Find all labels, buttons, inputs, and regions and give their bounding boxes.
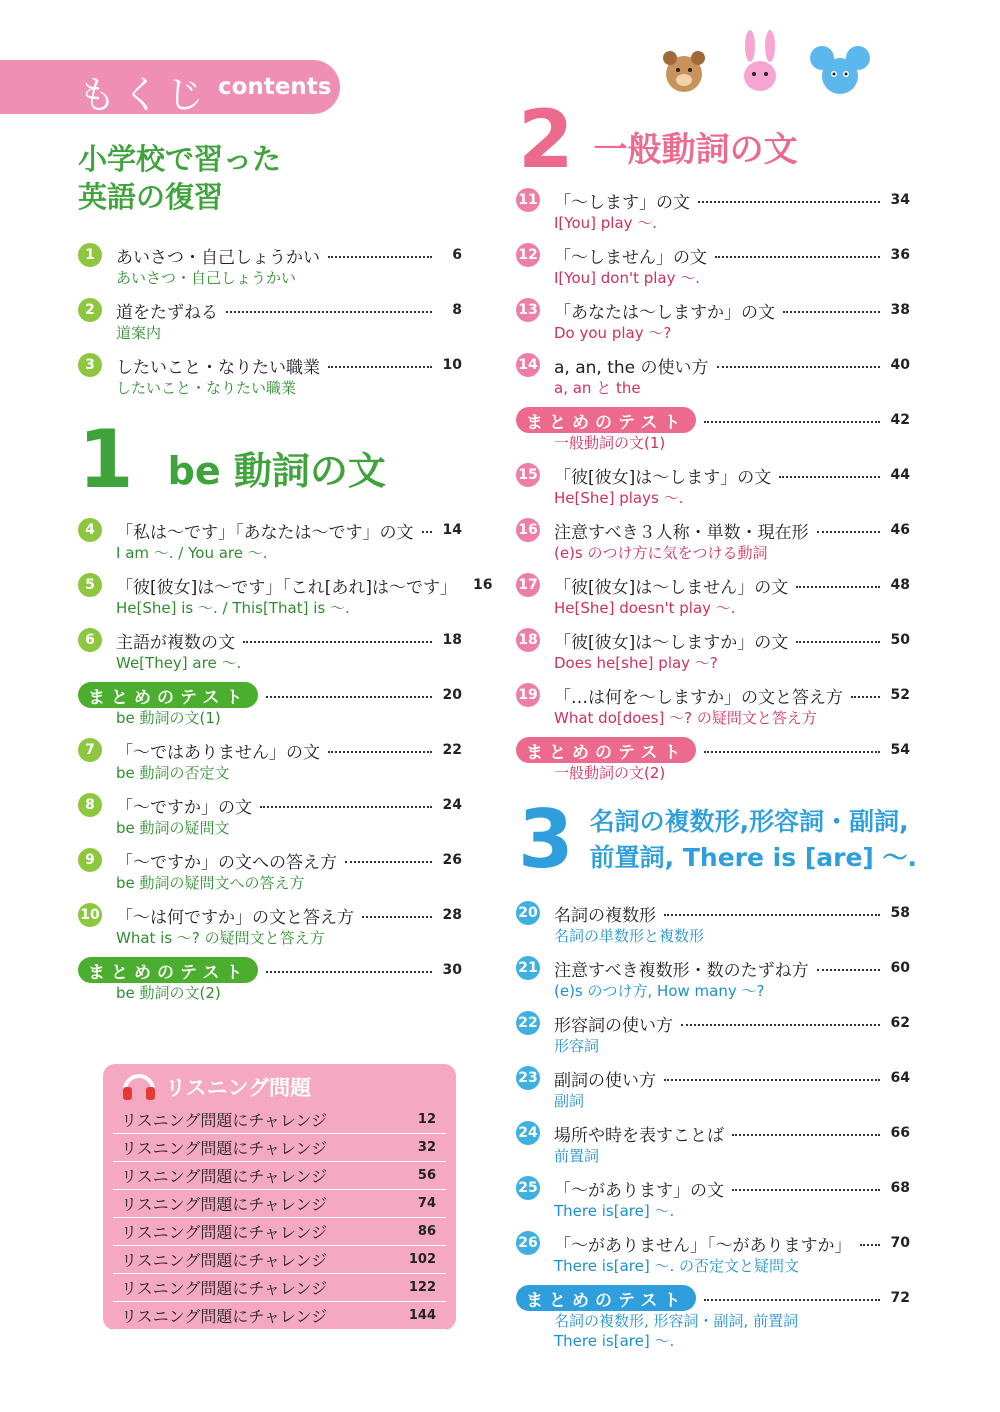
leader-dots	[345, 861, 432, 863]
entry-subtitle: I[You] don't play ～.	[554, 269, 701, 287]
entry-subtitle: He[She] plays ～.	[554, 489, 684, 507]
entry-title: 「～ですか」の文への答え方	[116, 852, 337, 873]
entry-page-number: 64	[890, 1070, 910, 1086]
entry-number-badge: 6	[78, 628, 102, 652]
entry-subtitle: be 動詞の疑問文への答え方	[116, 874, 305, 892]
leader-dots	[817, 969, 880, 971]
entry-subtitle: There is[are] ～. の否定文と疑問文	[554, 1257, 799, 1275]
entry-page-number: 46	[890, 522, 910, 538]
toc-entry[interactable]	[78, 352, 462, 398]
entry-subtitle: He[She] doesn't play ～.	[554, 599, 736, 617]
entry-title: 「～しません」の文	[554, 247, 707, 268]
toc-entry[interactable]	[516, 242, 910, 288]
leader-dots	[664, 1079, 880, 1081]
listening-list	[113, 1106, 446, 1330]
listening-row[interactable]	[113, 1218, 446, 1246]
entry-number-badge: 19	[516, 683, 540, 707]
entry-subtitle: (e)s のつけ方に気をつける動詞	[554, 544, 768, 562]
leader-dots	[243, 641, 432, 643]
entry-page-number: 22	[442, 742, 462, 758]
entry-page-number: 72	[890, 1290, 910, 1306]
entry-title: 形容詞の使い方	[554, 1015, 673, 1036]
entry-title: あいさつ・自己しょうかい	[116, 247, 320, 268]
entry-page-number: 14	[442, 522, 462, 538]
entry-title: 「あなたは～しますか」の文	[554, 302, 775, 323]
summary-test-entry[interactable]	[78, 682, 462, 728]
summary-test-entry[interactable]	[516, 737, 910, 783]
summary-test-label: まとめのテスト	[78, 957, 258, 983]
entry-number-badge: 14	[516, 353, 540, 377]
entry-page-number: 8	[452, 302, 462, 318]
entry-page-number: 36	[890, 247, 910, 263]
toc-entry[interactable]	[516, 1175, 910, 1221]
leader-dots	[226, 311, 432, 313]
section2-title: 一般動詞の文	[593, 129, 798, 170]
entry-title: 「～します」の文	[554, 192, 690, 213]
entry-page-number: 54	[890, 742, 910, 758]
entry-subtitle: (e)s のつけ方, How many ～?	[554, 982, 765, 1000]
section3-number: 3	[518, 793, 574, 886]
listening-row-label: リスニング問題にチャレンジ	[121, 1167, 328, 1186]
entry-title: 「彼[彼女]は～しません」の文	[554, 577, 789, 598]
entry-number-badge: 16	[516, 518, 540, 542]
entry-subtitle: 前置詞	[554, 1147, 600, 1165]
entry-number-badge: 10	[78, 903, 102, 927]
entry-number-badge: 21	[516, 956, 540, 980]
summary-test-label: まとめのテスト	[516, 407, 696, 433]
leader-dots	[681, 1024, 880, 1026]
entry-subtitle: あいさつ・自己しょうかい	[116, 269, 297, 287]
toc-entry[interactable]	[78, 627, 462, 673]
entry-page-number: 16	[473, 577, 493, 593]
entry-subtitle: 道案内	[116, 324, 162, 342]
leader-dots	[260, 806, 432, 808]
entry-page-number: 68	[890, 1180, 910, 1196]
entry-title: 名詞の複数形	[554, 905, 656, 926]
section1-number: 1	[78, 413, 134, 506]
leader-dots	[732, 1134, 880, 1136]
entry-subtitle: 一般動詞の文(1)	[554, 434, 666, 452]
leader-dots	[328, 751, 432, 753]
entry-page-number: 38	[890, 302, 910, 318]
entry-title: 道をたずねる	[116, 302, 218, 323]
leader-dots	[779, 476, 880, 478]
entry-number-badge: 7	[78, 738, 102, 762]
headphones-icon	[121, 1070, 157, 1102]
entry-page-number: 10	[442, 357, 462, 373]
entry-title: 場所や時を表すことば	[554, 1125, 724, 1146]
entry-page-number: 42	[890, 412, 910, 428]
toc-entry[interactable]	[78, 737, 462, 783]
section3-title: 名詞の複数形,形容詞・副詞, 前置詞, There is [are] ～.	[589, 807, 918, 872]
summary-test-entry[interactable]	[78, 957, 462, 1003]
entry-number-badge: 9	[78, 848, 102, 872]
listening-row-label: リスニング問題にチャレンジ	[121, 1251, 328, 1270]
leader-dots	[860, 1244, 881, 1246]
entry-page-number: 6	[452, 247, 462, 263]
entry-page-number: 50	[890, 632, 910, 648]
entry-subtitle: be 動詞の文(1)	[116, 709, 221, 727]
entry-number-badge: 8	[78, 793, 102, 817]
listening-row-page: 12	[417, 1112, 436, 1127]
section1-title: be 動詞の文	[167, 448, 386, 493]
entry-subtitle: be 動詞の否定文	[116, 764, 230, 782]
leader-dots	[422, 531, 433, 533]
listening-row-label: リスニング問題にチャレンジ	[121, 1111, 328, 1130]
entry-subtitle-2: There is[are] ～.	[554, 1332, 675, 1350]
entry-subtitle: I[You] play ～.	[554, 214, 658, 232]
listening-row-page: 86	[417, 1224, 436, 1239]
listening-row-page: 144	[408, 1308, 436, 1323]
entry-page-number: 24	[442, 797, 462, 813]
section0-title: 小学校で習った 英語の復習	[78, 142, 282, 214]
entry-number-badge: 5	[78, 573, 102, 597]
entry-number-badge: 22	[516, 1011, 540, 1035]
entry-number-badge: 11	[516, 188, 540, 212]
toc-entry[interactable]	[78, 792, 462, 838]
leader-dots	[732, 1189, 880, 1191]
section2-number: 2	[518, 93, 574, 186]
summary-test-label: まとめのテスト	[516, 1285, 696, 1311]
toc-entry[interactable]	[78, 847, 462, 893]
listening-row-page: 102	[408, 1252, 436, 1267]
listening-row[interactable]	[113, 1190, 446, 1218]
mascot-characters-image	[660, 30, 880, 110]
listening-row-label: リスニング問題にチャレンジ	[121, 1195, 328, 1214]
entry-number-badge: 13	[516, 298, 540, 322]
entry-title: 副詞の使い方	[554, 1070, 656, 1091]
leader-dots	[362, 916, 432, 918]
entry-number-badge: 15	[516, 463, 540, 487]
entry-number-badge: 26	[516, 1231, 540, 1255]
entry-title: 「～は何ですか」の文と答え方	[116, 907, 354, 928]
entry-title: 注意すべき３人称・単数・現在形	[554, 522, 809, 543]
toc-entry[interactable]	[78, 297, 462, 343]
entry-title: 主語が複数の文	[116, 632, 235, 653]
listening-row[interactable]	[113, 1274, 446, 1302]
entry-page-number: 44	[890, 467, 910, 483]
listening-row[interactable]	[113, 1106, 446, 1134]
listening-row-page: 122	[408, 1280, 436, 1295]
leader-dots	[704, 751, 880, 753]
entry-subtitle: What do[does] ～? の疑問文と答え方	[554, 709, 817, 727]
toc-entry[interactable]	[516, 297, 910, 343]
leader-dots	[717, 366, 880, 368]
listening-row-page: 32	[417, 1140, 436, 1155]
entry-title: 「彼[彼女]は～です」「これ[あれ]は～です」	[116, 577, 458, 598]
listening-row-label: リスニング問題にチャレンジ	[121, 1223, 328, 1242]
entry-title: 注意すべき複数形・数のたずね方	[554, 960, 809, 981]
entry-page-number: 58	[890, 905, 910, 921]
section2-header	[518, 93, 798, 186]
listening-row-page: 74	[417, 1196, 436, 1211]
toc-entry[interactable]	[516, 682, 910, 728]
entry-subtitle: a, an と the	[554, 379, 641, 397]
entry-title: 「彼[彼女]は～します」の文	[554, 467, 772, 488]
entry-subtitle: Do you play ～?	[554, 324, 672, 342]
listening-row-label: リスニング問題にチャレンジ	[121, 1139, 328, 1158]
leader-dots	[266, 696, 432, 698]
entry-page-number: 30	[442, 962, 462, 978]
entry-subtitle: 形容詞	[554, 1037, 600, 1055]
listening-row[interactable]	[113, 1246, 446, 1274]
listening-row[interactable]	[113, 1134, 446, 1162]
entry-subtitle: 副詞	[554, 1092, 585, 1110]
entry-number-badge: 20	[516, 901, 540, 925]
toc-entry[interactable]	[78, 902, 462, 948]
entry-page-number: 34	[890, 192, 910, 208]
toc-entry[interactable]	[516, 517, 910, 563]
leader-dots	[704, 1299, 880, 1301]
entry-subtitle: He[She] is ～. / This[That] is ～.	[116, 599, 350, 617]
entry-subtitle: Does he[she] play ～?	[554, 654, 718, 672]
contents-banner	[0, 60, 340, 117]
summary-test-label: まとめのテスト	[516, 737, 696, 763]
leader-dots	[715, 256, 880, 258]
listening-box	[103, 1064, 456, 1330]
entry-title: 「私は～です」「あなたは～です」の文	[116, 522, 414, 543]
entry-subtitle: There is[are] ～.	[554, 1202, 675, 1220]
toc-entry[interactable]	[516, 900, 910, 946]
entry-title: 「彼[彼女]は～しますか」の文	[554, 632, 789, 653]
leader-dots	[664, 914, 880, 916]
toc-entry[interactable]	[78, 517, 462, 563]
entry-number-badge: 23	[516, 1066, 540, 1090]
listening-row-label: リスニング問題にチャレンジ	[121, 1307, 328, 1326]
entry-page-number: 48	[890, 577, 910, 593]
entry-subtitle: be 動詞の疑問文	[116, 819, 230, 837]
entry-title: a, an, the の使い方	[554, 357, 709, 378]
toc-entry[interactable]	[516, 462, 910, 508]
entry-page-number: 26	[442, 852, 462, 868]
summary-test-entry[interactable]	[516, 1285, 910, 1351]
listening-row[interactable]	[113, 1162, 446, 1190]
summary-test-label: まとめのテスト	[78, 682, 258, 708]
entry-page-number: 60	[890, 960, 910, 976]
entry-number-badge: 25	[516, 1176, 540, 1200]
leader-dots	[328, 256, 432, 258]
entry-number-badge: 17	[516, 573, 540, 597]
listening-row[interactable]	[113, 1302, 446, 1330]
leader-dots	[796, 586, 880, 588]
entry-subtitle: したいこと・なりたい職業	[116, 379, 297, 397]
toc-entry[interactable]	[78, 242, 462, 288]
entry-page-number: 52	[890, 687, 910, 703]
toc-entry[interactable]	[516, 627, 910, 673]
entry-number-badge: 4	[78, 518, 102, 542]
toc-entry[interactable]	[516, 1065, 910, 1111]
toc-entry[interactable]	[516, 1120, 910, 1166]
entry-number-badge: 12	[516, 243, 540, 267]
entry-subtitle: 名詞の単数形と複数形	[554, 927, 705, 945]
leader-dots	[704, 421, 880, 423]
toc-entry[interactable]	[516, 955, 910, 1001]
entry-number-badge: 18	[516, 628, 540, 652]
toc-entry[interactable]	[516, 1230, 910, 1276]
contents-title-en: contents	[218, 74, 332, 100]
summary-test-entry[interactable]	[516, 407, 910, 453]
contents-title-jp: もくじ	[78, 73, 211, 117]
entry-number-badge: 1	[78, 243, 102, 267]
entry-subtitle: 名詞の複数形, 形容詞・副詞, 前置詞	[554, 1312, 799, 1330]
listening-row-label: リスニング問題にチャレンジ	[121, 1279, 328, 1298]
entry-page-number: 70	[890, 1235, 910, 1251]
entry-subtitle: We[They] are ～.	[116, 654, 242, 672]
entry-page-number: 28	[442, 907, 462, 923]
entry-title: 「～があります」の文	[554, 1180, 724, 1201]
entry-number-badge: 2	[78, 298, 102, 322]
leader-dots	[698, 201, 880, 203]
section1-header	[78, 413, 386, 506]
leader-dots	[796, 641, 880, 643]
leader-dots	[783, 311, 880, 313]
entry-subtitle: 一般動詞の文(2)	[554, 764, 666, 782]
entry-title: 「～ではありません」の文	[116, 742, 320, 763]
entry-subtitle: I am ～. / You are ～.	[116, 544, 268, 562]
entry-subtitle: be 動詞の文(2)	[116, 984, 221, 1002]
listening-row-page: 56	[417, 1168, 436, 1183]
entry-title: 「～ですか」の文	[116, 797, 252, 818]
entry-number-badge: 3	[78, 353, 102, 377]
entry-page-number: 20	[442, 687, 462, 703]
entry-page-number: 40	[890, 357, 910, 373]
leader-dots	[266, 971, 432, 973]
section3-header	[518, 793, 918, 886]
entry-title: したいこと・なりたい職業	[116, 357, 320, 378]
leader-dots	[851, 696, 880, 698]
entry-page-number: 62	[890, 1015, 910, 1031]
toc-entry[interactable]	[78, 572, 493, 618]
entry-page-number: 66	[890, 1125, 910, 1141]
entry-page-number: 18	[442, 632, 462, 648]
entry-subtitle: What is ～? の疑問文と答え方	[116, 929, 325, 947]
toc-entry[interactable]	[516, 572, 910, 618]
toc-entry[interactable]	[516, 1010, 910, 1056]
entry-title: 「…は何を～しますか」の文と答え方	[554, 687, 843, 708]
leader-dots	[328, 366, 432, 368]
leader-dots	[817, 531, 880, 533]
entry-title: 「～がありません」「～がありますか」	[554, 1235, 852, 1256]
toc-entry[interactable]	[516, 187, 910, 233]
toc-entry[interactable]	[516, 352, 910, 398]
listening-title: リスニング問題	[165, 1076, 312, 1100]
entry-number-badge: 24	[516, 1121, 540, 1145]
